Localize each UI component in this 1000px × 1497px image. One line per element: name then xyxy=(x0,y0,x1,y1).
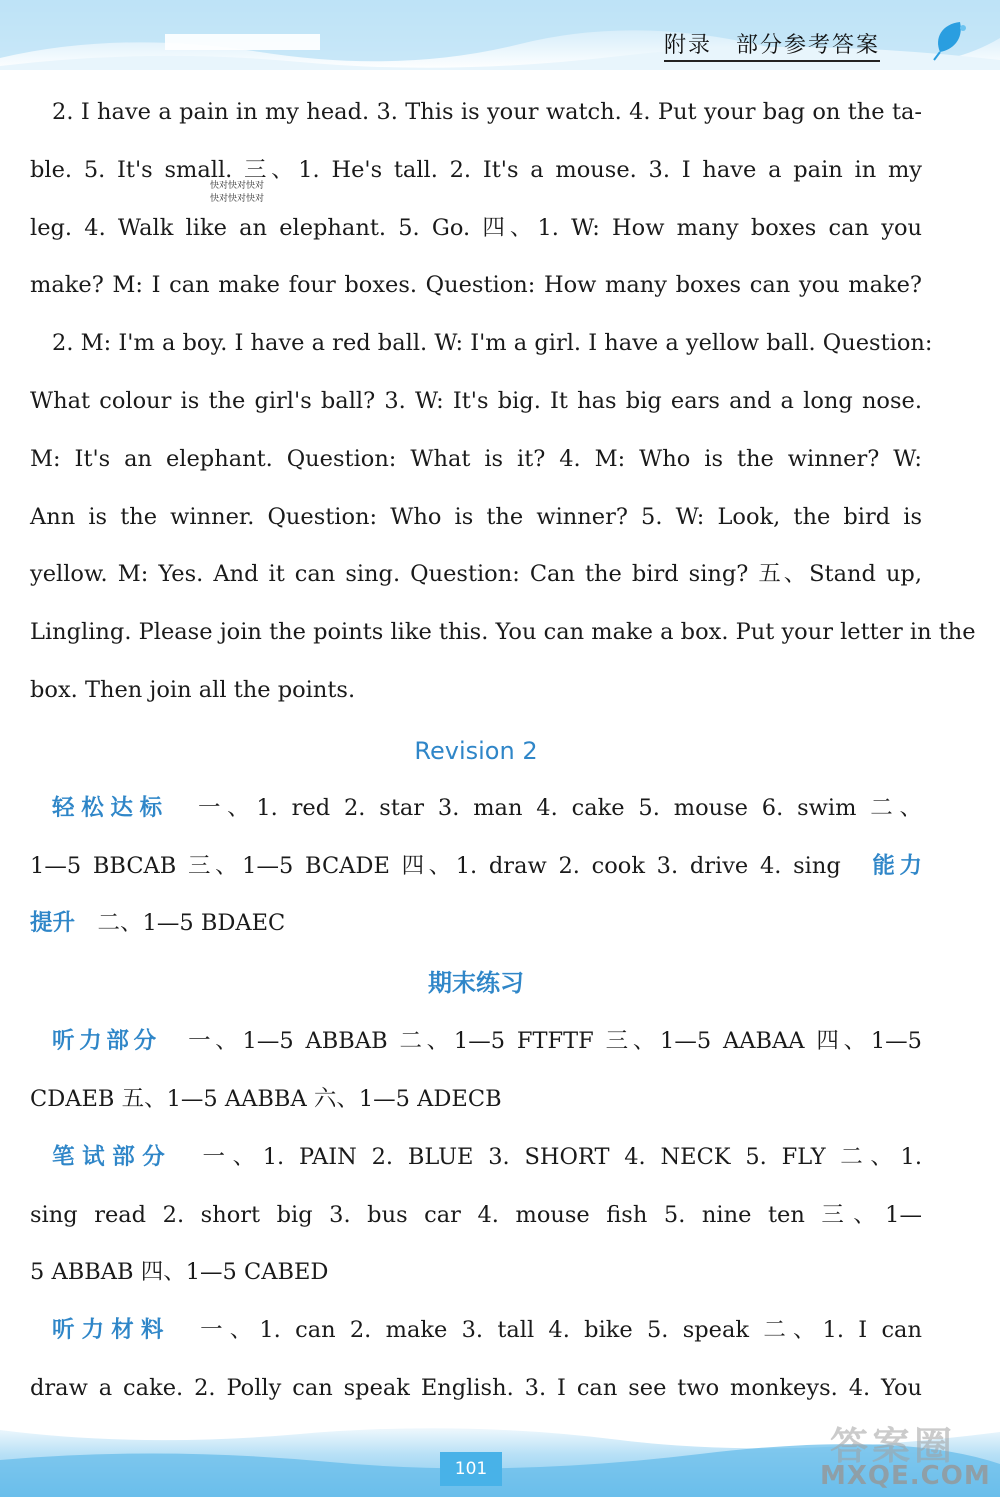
material-line-1 xyxy=(30,1302,922,1360)
body-line: Lingling. Please join the points like this. You can make a box. Put your letter in the xyxy=(30,619,976,646)
body-line: yellow. M: Yes. And it can sing. Question: Can the bird sing? 五、Stand up, xyxy=(30,561,922,588)
watermark-en: MXQE.COM xyxy=(820,1461,991,1491)
written-answers-1: 一、1. PAIN 2. BLUE 3. SHORT 4. NECK 5. FLY 二、1. xyxy=(202,1143,922,1170)
header-title: 附录 部分参考答案 xyxy=(664,28,880,62)
label-written: 笔试部分 xyxy=(52,1143,173,1170)
label-easy: 轻松达标 xyxy=(52,794,169,821)
body-line: M: It's an elephant. Question: What is it? 4. M: Who is the winner? W: xyxy=(30,445,922,472)
revision-line-3 xyxy=(30,895,922,953)
body-line: leg. 4. Walk like an elephant. 5. Go. 四、1. W: How many boxes can you xyxy=(30,214,922,241)
revision-answers-2: 1—5 BBCAB 三、1—5 BCADE 四、1. draw 2. cook 3. drive 4. sing xyxy=(30,852,841,879)
page-number: 101 xyxy=(440,1452,502,1486)
stamp-line-2: 快对快对快对 xyxy=(210,194,265,204)
listening-answers-1: 一、1—5 ABBAB 二、1—5 FTFTF 三、1—5 AABAA 四、1—5 xyxy=(188,1028,922,1055)
written-line-3: 5 ABBAB 四、1—5 CABED xyxy=(30,1259,329,1286)
body-line: 2. M: I'm a boy. I have a red ball. W: I'm a girl. I have a yellow ball. Question: xyxy=(52,330,933,357)
label-listening: 听力部分 xyxy=(52,1028,161,1055)
section-heading-final: 期末练习 xyxy=(428,969,524,998)
label-material: 听力材料 xyxy=(52,1317,171,1344)
listening-line-2: CDAEB 五、1—5 AABBA 六、1—5 ADECB xyxy=(30,1085,502,1112)
section-heading-revision: Revision 2 xyxy=(414,736,538,765)
watermark-cn: 答案圈 xyxy=(830,1424,957,1468)
revision-line-2 xyxy=(30,838,922,896)
leaf-icon xyxy=(930,18,970,62)
stamp-line-1: 快对快对快对 xyxy=(210,181,265,191)
revision-line-1 xyxy=(30,780,922,838)
body-line: What colour is the girl's ball? 3. W: It's big. It has big ears and a long nose. xyxy=(30,387,922,414)
answer-content xyxy=(30,84,976,1418)
body-line: Ann is the winner. Question: Who is the winner? 5. W: Look, the bird is xyxy=(30,503,922,530)
body-line: 2. I have a pain in my head. 3. This is your watch. 4. Put your bag on the ta- xyxy=(52,99,922,125)
label-ability-b: 提升 xyxy=(30,910,76,937)
material-text-1: 一、1. can 2. make 3. tall 4. bike 5. speak 二、1. I can xyxy=(200,1317,922,1344)
body-line: ble. 5. It's small. 三、1. He's tall. 2. It's a mouse. 3. I have a pain in my xyxy=(30,156,922,183)
material-line-2: draw a cake. 2. Polly can speak English. 3. I can see two monkeys. 4. You xyxy=(30,1374,922,1401)
written-line-2: sing read 2. short big 3. bus car 4. mouse fish 5. nine ten 三、1— xyxy=(30,1201,922,1228)
body-line: make? M: I can make four boxes. Question: How many boxes can you make? xyxy=(30,272,922,299)
watermark xyxy=(820,1415,995,1493)
revision-answers-3: 二、1—5 BDAEC xyxy=(97,910,286,937)
label-ability-a: 能力 xyxy=(872,852,922,879)
revision-answers-1: 一、1. red 2. star 3. man 4. cake 5. mouse 6. swim 二、 xyxy=(197,794,922,821)
written-line-1 xyxy=(30,1129,922,1187)
listening-line-1 xyxy=(30,1013,922,1071)
body-line: box. Then join all the points. xyxy=(30,676,356,703)
